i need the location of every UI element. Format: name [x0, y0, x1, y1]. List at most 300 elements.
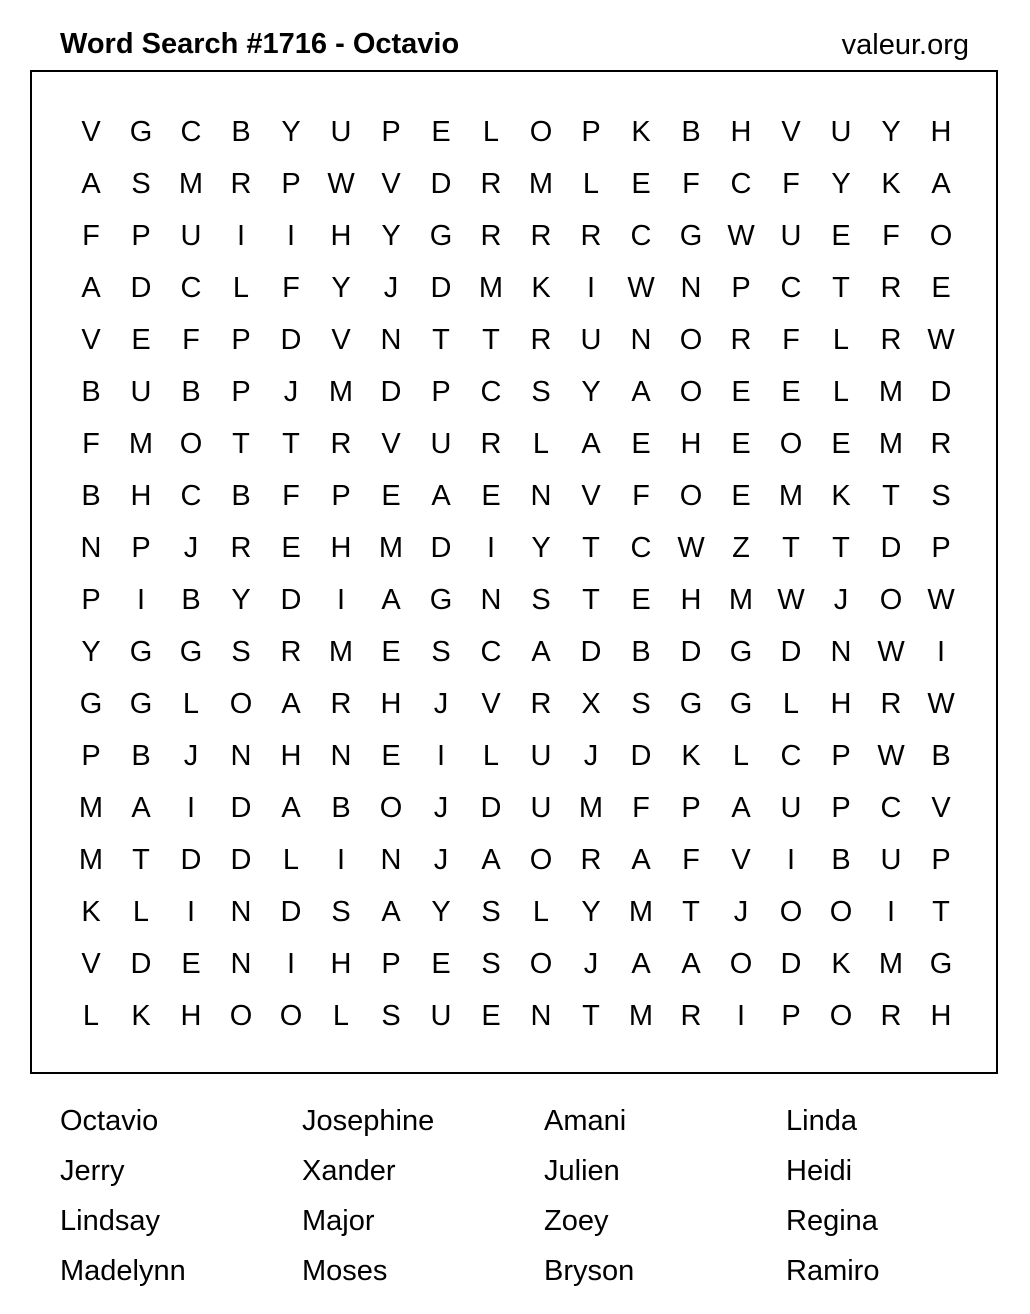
grid-letter[interactable]: E: [731, 479, 751, 512]
grid-letter[interactable]: D: [180, 843, 202, 876]
grid-letter[interactable]: F: [632, 479, 650, 512]
grid-letter[interactable]: W: [927, 323, 955, 356]
grid-letter[interactable]: H: [180, 999, 202, 1032]
grid-letter[interactable]: N: [530, 479, 552, 512]
grid-letter[interactable]: E: [931, 271, 951, 304]
grid-letter[interactable]: L: [82, 999, 100, 1032]
grid-letter[interactable]: A: [131, 791, 151, 824]
grid-letter[interactable]: N: [530, 999, 552, 1032]
grid-letter[interactable]: I: [286, 219, 296, 252]
grid-letter[interactable]: U: [880, 843, 902, 876]
grid-letter[interactable]: G: [679, 219, 703, 252]
grid-letter[interactable]: N: [330, 739, 352, 772]
grid-letter[interactable]: F: [82, 219, 100, 252]
grid-letter[interactable]: O: [529, 947, 553, 980]
grid-letter[interactable]: N: [380, 323, 402, 356]
grid-letter[interactable]: P: [781, 999, 801, 1032]
grid-letter[interactable]: A: [281, 791, 301, 824]
grid-letter[interactable]: O: [779, 427, 803, 460]
grid-letter[interactable]: E: [831, 427, 851, 460]
grid-letter[interactable]: G: [129, 687, 153, 720]
grid-letter[interactable]: A: [431, 479, 451, 512]
grid-letter[interactable]: U: [780, 791, 802, 824]
grid-letter[interactable]: N: [830, 635, 852, 668]
grid-letter[interactable]: M: [628, 999, 654, 1032]
grid-letter[interactable]: D: [480, 791, 502, 824]
grid-letter[interactable]: H: [680, 583, 702, 616]
grid-letter[interactable]: A: [381, 583, 401, 616]
grid-letter[interactable]: Y: [331, 271, 351, 304]
grid-letter[interactable]: E: [181, 947, 201, 980]
grid-letter[interactable]: O: [229, 999, 253, 1032]
grid-letter[interactable]: H: [330, 531, 352, 564]
grid-letter[interactable]: R: [880, 323, 902, 356]
grid-letter[interactable]: L: [832, 375, 850, 408]
grid-letter[interactable]: K: [881, 167, 901, 200]
grid-letter[interactable]: M: [328, 375, 354, 408]
grid-letter[interactable]: D: [880, 531, 902, 564]
grid-letter[interactable]: U: [130, 375, 152, 408]
grid-letter[interactable]: J: [833, 583, 849, 616]
grid-letter[interactable]: H: [330, 219, 352, 252]
grid-letter[interactable]: O: [179, 427, 203, 460]
grid-letter[interactable]: P: [381, 115, 401, 148]
grid-letter[interactable]: R: [880, 271, 902, 304]
grid-letter[interactable]: A: [381, 895, 401, 928]
grid-letter[interactable]: V: [581, 479, 601, 512]
grid-letter[interactable]: I: [936, 635, 946, 668]
grid-letter[interactable]: H: [130, 479, 152, 512]
grid-letter[interactable]: U: [530, 791, 552, 824]
grid-letter[interactable]: O: [779, 895, 803, 928]
grid-letter[interactable]: M: [128, 427, 154, 460]
grid-letter[interactable]: U: [830, 115, 852, 148]
grid-letter[interactable]: D: [230, 843, 252, 876]
grid-letter[interactable]: U: [430, 427, 452, 460]
grid-letter[interactable]: T: [932, 895, 950, 928]
grid-letter[interactable]: F: [632, 791, 650, 824]
grid-letter[interactable]: A: [81, 167, 101, 200]
grid-letter[interactable]: R: [580, 219, 602, 252]
grid-letter[interactable]: X: [581, 687, 601, 720]
grid-letter[interactable]: M: [328, 635, 354, 668]
grid-letter[interactable]: S: [531, 583, 551, 616]
grid-letter[interactable]: O: [379, 791, 403, 824]
grid-letter[interactable]: D: [430, 271, 452, 304]
grid-letter[interactable]: I: [186, 791, 196, 824]
grid-letter[interactable]: O: [679, 375, 703, 408]
grid-letter[interactable]: B: [631, 635, 651, 668]
grid-letter[interactable]: S: [481, 895, 501, 928]
grid-letter[interactable]: L: [132, 895, 150, 928]
grid-letter[interactable]: P: [681, 791, 701, 824]
grid-letter[interactable]: J: [433, 791, 449, 824]
grid-letter[interactable]: O: [229, 687, 253, 720]
grid-letter[interactable]: R: [930, 427, 952, 460]
grid-letter[interactable]: J: [583, 947, 599, 980]
grid-letter[interactable]: N: [230, 947, 252, 980]
grid-letter[interactable]: I: [786, 843, 796, 876]
grid-letter[interactable]: C: [630, 219, 652, 252]
grid-letter[interactable]: R: [230, 167, 252, 200]
grid-letter[interactable]: E: [481, 479, 501, 512]
grid-letter[interactable]: C: [480, 375, 502, 408]
grid-letter[interactable]: F: [282, 479, 300, 512]
grid-letter[interactable]: K: [631, 115, 651, 148]
grid-letter[interactable]: G: [429, 219, 453, 252]
grid-letter[interactable]: E: [281, 531, 301, 564]
grid-letter[interactable]: I: [886, 895, 896, 928]
grid-letter[interactable]: R: [480, 167, 502, 200]
grid-letter[interactable]: P: [731, 271, 751, 304]
grid-letter[interactable]: C: [480, 635, 502, 668]
grid-letter[interactable]: Y: [881, 115, 901, 148]
grid-letter[interactable]: R: [530, 219, 552, 252]
grid-letter[interactable]: S: [331, 895, 351, 928]
grid-letter[interactable]: F: [782, 323, 800, 356]
grid-letter[interactable]: P: [931, 843, 951, 876]
grid-letter[interactable]: I: [586, 271, 596, 304]
grid-letter[interactable]: V: [331, 323, 351, 356]
grid-letter[interactable]: T: [282, 427, 300, 460]
grid-letter[interactable]: H: [930, 999, 952, 1032]
grid-letter[interactable]: G: [929, 947, 953, 980]
grid-letter[interactable]: O: [529, 115, 553, 148]
grid-letter[interactable]: D: [380, 375, 402, 408]
grid-letter[interactable]: R: [330, 427, 352, 460]
grid-letter[interactable]: F: [882, 219, 900, 252]
grid-letter[interactable]: M: [628, 895, 654, 928]
grid-letter[interactable]: T: [832, 531, 850, 564]
grid-letter[interactable]: W: [927, 687, 955, 720]
grid-letter[interactable]: E: [631, 427, 651, 460]
grid-letter[interactable]: S: [431, 635, 451, 668]
grid-letter[interactable]: J: [183, 531, 199, 564]
grid-letter[interactable]: R: [730, 323, 752, 356]
grid-letter[interactable]: V: [81, 947, 101, 980]
grid-letter[interactable]: R: [880, 687, 902, 720]
grid-letter[interactable]: C: [180, 271, 202, 304]
grid-letter[interactable]: F: [682, 843, 700, 876]
grid-letter[interactable]: M: [378, 531, 404, 564]
grid-letter[interactable]: H: [930, 115, 952, 148]
grid-letter[interactable]: U: [780, 219, 802, 252]
grid-letter[interactable]: C: [780, 271, 802, 304]
grid-letter[interactable]: I: [436, 739, 446, 772]
grid-letter[interactable]: B: [131, 739, 151, 772]
grid-letter[interactable]: B: [181, 583, 201, 616]
grid-letter[interactable]: I: [186, 895, 196, 928]
grid-letter[interactable]: P: [381, 947, 401, 980]
grid-letter[interactable]: R: [230, 531, 252, 564]
grid-letter[interactable]: M: [778, 479, 804, 512]
grid-letter[interactable]: J: [183, 739, 199, 772]
grid-letter[interactable]: D: [130, 947, 152, 980]
grid-letter[interactable]: U: [180, 219, 202, 252]
grid-letter[interactable]: I: [336, 583, 346, 616]
grid-letter[interactable]: W: [727, 219, 755, 252]
grid-letter[interactable]: H: [730, 115, 752, 148]
grid-letter[interactable]: P: [581, 115, 601, 148]
grid-letter[interactable]: C: [630, 531, 652, 564]
grid-letter[interactable]: J: [383, 271, 399, 304]
grid-letter[interactable]: A: [481, 843, 501, 876]
grid-letter[interactable]: D: [580, 635, 602, 668]
grid-letter[interactable]: U: [430, 999, 452, 1032]
grid-letter[interactable]: L: [532, 895, 550, 928]
grid-letter[interactable]: V: [81, 115, 101, 148]
grid-letter[interactable]: B: [81, 479, 101, 512]
grid-letter[interactable]: V: [931, 791, 951, 824]
grid-letter[interactable]: M: [178, 167, 204, 200]
grid-letter[interactable]: C: [180, 479, 202, 512]
grid-letter[interactable]: O: [829, 895, 853, 928]
grid-letter[interactable]: Y: [581, 895, 601, 928]
grid-letter[interactable]: P: [331, 479, 351, 512]
grid-letter[interactable]: I: [336, 843, 346, 876]
grid-letter[interactable]: L: [282, 843, 300, 876]
grid-letter[interactable]: E: [431, 947, 451, 980]
grid-letter[interactable]: A: [631, 947, 651, 980]
grid-letter[interactable]: P: [131, 219, 151, 252]
grid-letter[interactable]: M: [78, 791, 104, 824]
grid-letter[interactable]: W: [877, 635, 905, 668]
grid-letter[interactable]: B: [681, 115, 701, 148]
grid-letter[interactable]: Y: [381, 219, 401, 252]
grid-letter[interactable]: D: [130, 271, 152, 304]
grid-letter[interactable]: A: [631, 375, 651, 408]
grid-letter[interactable]: D: [230, 791, 252, 824]
grid-letter[interactable]: D: [280, 323, 302, 356]
grid-letter[interactable]: N: [680, 271, 702, 304]
grid-letter[interactable]: B: [231, 115, 251, 148]
grid-letter[interactable]: D: [430, 531, 452, 564]
grid-letter[interactable]: J: [583, 739, 599, 772]
grid-letter[interactable]: K: [681, 739, 701, 772]
grid-letter[interactable]: T: [582, 999, 600, 1032]
grid-letter[interactable]: L: [332, 999, 350, 1032]
grid-letter[interactable]: M: [728, 583, 754, 616]
grid-letter[interactable]: C: [880, 791, 902, 824]
grid-letter[interactable]: W: [627, 271, 655, 304]
grid-letter[interactable]: D: [280, 583, 302, 616]
grid-letter[interactable]: E: [631, 583, 651, 616]
grid-letter[interactable]: B: [181, 375, 201, 408]
grid-letter[interactable]: R: [530, 687, 552, 720]
grid-letter[interactable]: A: [531, 635, 551, 668]
grid-letter[interactable]: I: [136, 583, 146, 616]
grid-letter[interactable]: L: [482, 739, 500, 772]
grid-letter[interactable]: N: [380, 843, 402, 876]
grid-letter[interactable]: I: [236, 219, 246, 252]
grid-letter[interactable]: G: [79, 687, 103, 720]
grid-letter[interactable]: P: [431, 375, 451, 408]
grid-letter[interactable]: N: [230, 895, 252, 928]
grid-letter[interactable]: S: [931, 479, 951, 512]
grid-letter[interactable]: K: [131, 999, 151, 1032]
grid-letter[interactable]: A: [681, 947, 701, 980]
grid-letter[interactable]: S: [231, 635, 251, 668]
grid-letter[interactable]: F: [282, 271, 300, 304]
grid-letter[interactable]: F: [82, 427, 100, 460]
grid-letter[interactable]: E: [831, 219, 851, 252]
grid-letter[interactable]: E: [731, 427, 751, 460]
grid-letter[interactable]: O: [929, 219, 953, 252]
grid-letter[interactable]: T: [432, 323, 450, 356]
grid-letter[interactable]: B: [931, 739, 951, 772]
grid-letter[interactable]: L: [182, 687, 200, 720]
grid-letter[interactable]: E: [481, 999, 501, 1032]
grid-letter[interactable]: P: [81, 583, 101, 616]
grid-letter[interactable]: O: [679, 323, 703, 356]
grid-letter[interactable]: P: [281, 167, 301, 200]
grid-letter[interactable]: W: [327, 167, 355, 200]
grid-letter[interactable]: M: [478, 271, 504, 304]
grid-letter[interactable]: S: [381, 999, 401, 1032]
grid-letter[interactable]: R: [480, 427, 502, 460]
grid-letter[interactable]: V: [81, 323, 101, 356]
grid-letter[interactable]: E: [381, 479, 401, 512]
grid-letter[interactable]: P: [831, 739, 851, 772]
grid-letter[interactable]: D: [780, 635, 802, 668]
grid-letter[interactable]: J: [733, 895, 749, 928]
grid-letter[interactable]: V: [381, 167, 401, 200]
grid-letter[interactable]: E: [381, 635, 401, 668]
grid-letter[interactable]: S: [531, 375, 551, 408]
grid-letter[interactable]: H: [330, 947, 352, 980]
grid-letter[interactable]: U: [580, 323, 602, 356]
grid-letter[interactable]: A: [731, 791, 751, 824]
grid-letter[interactable]: G: [179, 635, 203, 668]
grid-letter[interactable]: P: [231, 375, 251, 408]
grid-letter[interactable]: Y: [831, 167, 851, 200]
grid-letter[interactable]: P: [931, 531, 951, 564]
grid-letter[interactable]: E: [131, 323, 151, 356]
grid-letter[interactable]: B: [231, 479, 251, 512]
grid-letter[interactable]: J: [283, 375, 299, 408]
grid-letter[interactable]: I: [286, 947, 296, 980]
grid-letter[interactable]: S: [131, 167, 151, 200]
grid-letter[interactable]: N: [630, 323, 652, 356]
grid-letter[interactable]: W: [777, 583, 805, 616]
grid-letter[interactable]: N: [80, 531, 102, 564]
grid-letter[interactable]: M: [878, 947, 904, 980]
grid-letter[interactable]: E: [381, 739, 401, 772]
grid-letter[interactable]: G: [729, 635, 753, 668]
grid-letter[interactable]: R: [680, 999, 702, 1032]
grid-letter[interactable]: M: [878, 375, 904, 408]
grid-letter[interactable]: T: [582, 583, 600, 616]
grid-letter[interactable]: L: [832, 323, 850, 356]
grid-letter[interactable]: D: [630, 739, 652, 772]
grid-letter[interactable]: T: [882, 479, 900, 512]
grid-letter[interactable]: H: [380, 687, 402, 720]
grid-letter[interactable]: L: [482, 115, 500, 148]
grid-letter[interactable]: A: [581, 427, 601, 460]
grid-letter[interactable]: O: [879, 583, 903, 616]
grid-letter[interactable]: T: [132, 843, 150, 876]
grid-letter[interactable]: T: [232, 427, 250, 460]
grid-letter[interactable]: L: [532, 427, 550, 460]
grid-letter[interactable]: F: [682, 167, 700, 200]
grid-letter[interactable]: O: [279, 999, 303, 1032]
grid-letter[interactable]: O: [529, 843, 553, 876]
grid-letter[interactable]: S: [481, 947, 501, 980]
grid-letter[interactable]: V: [781, 115, 801, 148]
grid-letter[interactable]: M: [528, 167, 554, 200]
grid-letter[interactable]: P: [831, 791, 851, 824]
grid-letter[interactable]: Y: [81, 635, 101, 668]
grid-letter[interactable]: K: [81, 895, 101, 928]
grid-letter[interactable]: L: [582, 167, 600, 200]
grid-letter[interactable]: R: [580, 843, 602, 876]
grid-letter[interactable]: O: [679, 479, 703, 512]
grid-letter[interactable]: Z: [732, 531, 750, 564]
grid-letter[interactable]: T: [782, 531, 800, 564]
grid-letter[interactable]: P: [131, 531, 151, 564]
grid-letter[interactable]: Y: [231, 583, 251, 616]
grid-letter[interactable]: T: [682, 895, 700, 928]
grid-letter[interactable]: E: [631, 167, 651, 200]
grid-letter[interactable]: J: [433, 843, 449, 876]
grid-letter[interactable]: N: [480, 583, 502, 616]
grid-letter[interactable]: G: [429, 583, 453, 616]
grid-letter[interactable]: B: [331, 791, 351, 824]
grid-letter[interactable]: P: [81, 739, 101, 772]
grid-letter[interactable]: H: [280, 739, 302, 772]
grid-letter[interactable]: A: [281, 687, 301, 720]
grid-letter[interactable]: M: [878, 427, 904, 460]
grid-letter[interactable]: F: [782, 167, 800, 200]
grid-letter[interactable]: D: [780, 947, 802, 980]
grid-letter[interactable]: G: [729, 687, 753, 720]
grid-letter[interactable]: Y: [431, 895, 451, 928]
grid-letter[interactable]: U: [530, 739, 552, 772]
grid-letter[interactable]: H: [680, 427, 702, 460]
grid-letter[interactable]: W: [677, 531, 705, 564]
grid-letter[interactable]: O: [829, 999, 853, 1032]
grid-letter[interactable]: J: [433, 687, 449, 720]
grid-letter[interactable]: D: [430, 167, 452, 200]
grid-letter[interactable]: R: [280, 635, 302, 668]
grid-letter[interactable]: U: [330, 115, 352, 148]
grid-letter[interactable]: K: [831, 947, 851, 980]
grid-letter[interactable]: W: [877, 739, 905, 772]
grid-letter[interactable]: L: [232, 271, 250, 304]
grid-letter[interactable]: O: [729, 947, 753, 980]
grid-letter[interactable]: T: [582, 531, 600, 564]
grid-letter[interactable]: I: [736, 999, 746, 1032]
grid-letter[interactable]: D: [680, 635, 702, 668]
grid-letter[interactable]: C: [730, 167, 752, 200]
grid-letter[interactable]: N: [230, 739, 252, 772]
grid-letter[interactable]: C: [780, 739, 802, 772]
grid-letter[interactable]: M: [578, 791, 604, 824]
grid-letter[interactable]: T: [482, 323, 500, 356]
grid-letter[interactable]: V: [381, 427, 401, 460]
grid-letter[interactable]: E: [781, 375, 801, 408]
grid-letter[interactable]: A: [81, 271, 101, 304]
grid-letter[interactable]: W: [927, 583, 955, 616]
grid-letter[interactable]: H: [830, 687, 852, 720]
grid-letter[interactable]: R: [330, 687, 352, 720]
grid-letter[interactable]: R: [530, 323, 552, 356]
grid-letter[interactable]: V: [731, 843, 751, 876]
grid-letter[interactable]: D: [280, 895, 302, 928]
grid-letter[interactable]: B: [81, 375, 101, 408]
grid-letter[interactable]: A: [931, 167, 951, 200]
grid-letter[interactable]: Y: [581, 375, 601, 408]
